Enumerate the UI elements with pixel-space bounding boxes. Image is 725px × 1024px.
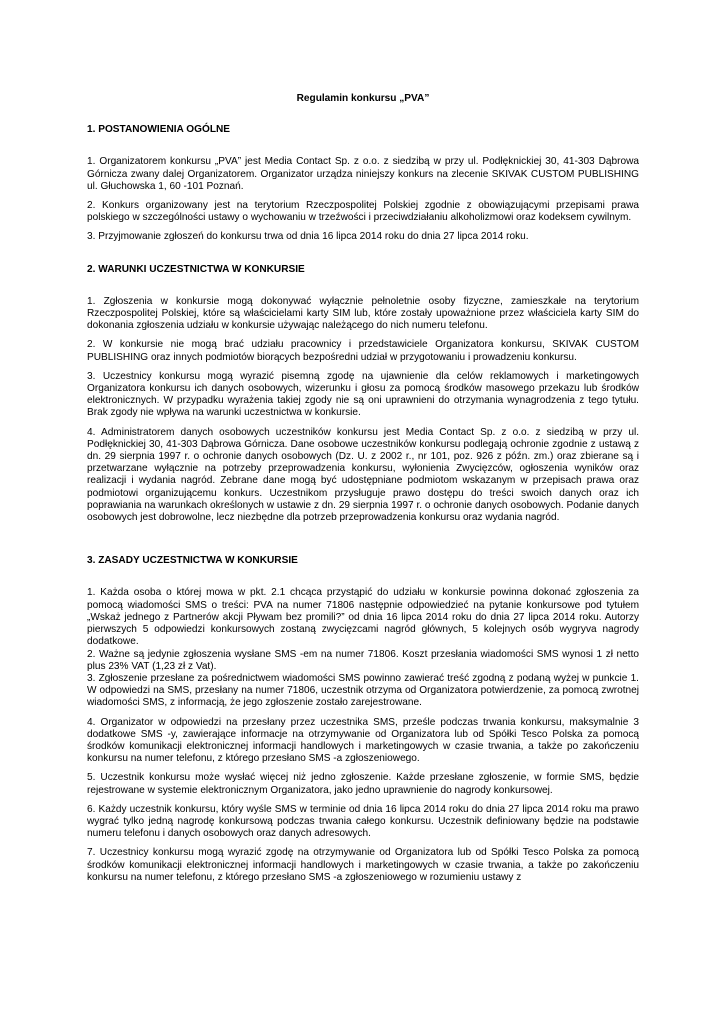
document-content [87,93,639,884]
section-heading-1: 1. POSTANOWIENIA OGÓLNE [87,124,231,136]
section-2-paragraph-1: 1. Zgłoszenia w konkursie mogą dokonywać wyłącznie pełnoletnie osoby fizyczne, zamieszkałe na terytorium Rzeczpospolitej Polskiej, które są właścicielami karty SIM lub, które zostały upoważnione przez właściciela karty SIM do dokonania zgłoszenia udziału w konkursie używając należącego do nich numeru telefonu. [87,295,639,332]
section-2-paragraph-4: 4. Administratorem danych osobowych uczestników konkursu jest Media Contact Sp. z o.o. z siedzibą w przy ul. Podłęknickiej 30, 41-303 Dąbrowa Górnicza. Dane osobowe uczestników konkursu podlegają ochronie zgodnie z ustawą z dn. 29 sierpnia 1997 r. o ochronie danych osobowych (Dz. U. z 2002 r., nr 101, poz. 926 z późn. zm.) oraz zbierane są i przetwarzane wyłącznie na potrzeby przeprowadzenia konkursu, wyłonienia Zwycięzców, ogłoszenia wyników oraz realizacji i wydania nagród. Zebrane dane mogą być udostępniane podmiotom wskazanym w przepisach prawa oraz podmiotowi organizującemu konkurs. Uczestnikom przysługuje prawo dostępu do treści swoich danych oraz ich poprawiania na warunkach określonych w ustawie z dn. 29 sierpnia 1997 r. o ochronie danych osobowych. Podanie danych osobowych jest dobrowolne, lecz niezbędne dla potrzeb przeprowadzenia konkursu oraz wydania nagród. [87,426,639,524]
section-3-paragraph-2: 2. Ważne są jedynie zgłoszenia wysłane SMS -em na numer 71806. Koszt przesłania wiadomości SMS wynosi 1 zł netto plus 23% VAT (1,23 zł z Vat). [87,648,639,672]
section-3-paragraph-4: 4. Organizator w odpowiedzi na przesłany przez uczestnika SMS, prześle podczas trwania konkursu, maksymalnie 3 dodatkowe SMS -y, zawierające informacje na otrzymywanie od Organizatora lub od Spółki Tesco Polska za pomocą środków komunikacji elektronicznej informacji handlowych i marketingowych w czasie trwania, a także po zakończeniu konkursu na numer telefonu, z którego przesłano SMS -a zgłoszeniowego. [87,716,639,765]
section-3-paragraph-3: 3. Zgłoszenie przesłane za pośrednictwem wiadomości SMS powinno zawierać treść zgodną z podaną wyżej w punkcie 1. W odpowiedzi na SMS, przesłany na numer 71806, uczestnik otrzyma od Organizatora potwierdzenie, za pomocą zwrotnej wiadomości SMS, z informacją, że jego zgłoszenie zostało zarejestrowane. [87,672,639,709]
section-1-paragraph-3: 3. Przyjmowanie zgłoszeń do konkursu trwa od dnia 16 lipca 2014 roku do dnia 27 lipca 2014 roku. [87,231,529,243]
section-3-paragraph-5: 5. Uczestnik konkursu może wysłać więcej niż jedno zgłoszenie. Każde przesłane zgłoszenie, w formie SMS, będzie rejestrowane w systemie elektronicznym Organizatora, jako jedno uprawnienie do nagrody konkursowej. [87,772,639,796]
section-heading-2: 2. WARUNKI UCZESTNICTWA W KONKURSIE [87,263,305,275]
section-3-paragraph-6: 6. Każdy uczestnik konkursu, który wyśle SMS w terminie od dnia 16 lipca 2014 roku do dnia 27 lipca 2014 roku ma prawo wygrać tylko jedną nagrodę konkursową podczas trwania całego konkursu. Uczestnik definiowany będzie na podstawie numeru telefonu i danych osobowych oraz danych adresowych. [87,803,639,840]
section-2-paragraph-3: 3. Uczestnicy konkursu mogą wyrazić pisemną zgodę na ujawnienie dla celów reklamowych i marketingowych Organizatora konkursu ich danych osobowych, wizerunku i głosu za pomocą środków masowego przekazu lub środków elektronicznych. W przypadku wyrażenia takiej zgody nie są oni uprawnieni do otrzymania wynagrodzenia z tego tytułu. Brak zgody nie wpływa na warunki uczestnictwa w konkursie. [87,370,639,419]
section-3-paragraph-1: 1. Każda osoba o której mowa w pkt. 2.1 chcąca przystąpić do udziału w konkursie powinna dokonać zgłoszenia za pomocą wiadomości SMS o treści: PVA na numer 71806 następnie odpowiedzieć na pytanie konkursowe pod tytułem „Wskaż jednego z Partnerów akcji Pływam bez promili?” od dnia 16 lipca 2014 roku do dnia 27 lipca 2014 roku. Autorzy pierwszych 5 odpowiedzi konkursowych zostaną zwycięzcami nagród głównych, 5 kolejnych osób wygryva nagrody dodatkowe. [87,587,639,648]
section-heading-3: 3. ZASADY UCZESTNICTWA W KONKURSIE [87,555,298,567]
section-2-paragraph-2: 2. W konkursie nie mogą brać udziału pracownicy i przedstawiciele Organizatora konkursu, SKIVAK CUSTOM PUBLISHING oraz innych podmiotów biorących bezpośredni udział w przygotowaniu i prowadzeniu konkursu. [87,339,639,363]
section-1-paragraph-2: 2. Konkurs organizowany jest na terytorium Rzeczpospolitej Polskiej zgodnie z obowiązującymi przepisami prawa polskiego w szczególności ustawy o wychowaniu w trzeźwości i przeciwdziałaniu alkoholizmowi oraz kodeksem cywilnym. [87,200,639,224]
document-title: Regulamin konkursu „PVA” [296,93,430,104]
section-3-paragraph-7: 7. Uczestnicy konkursu mogą wyrazić zgodę na otrzymywanie od Organizatora lub od Spółki Tesco Polska za pomocą środków komunikacji elektronicznej informacji handlowych i marketingowych w czasie trwania, a także po zakończeniu konkursu na numer telefonu, z którego przesłano SMS -a zgłoszeniowego w rozumieniu ustawy z [87,847,639,883]
section-1-paragraph-1: 1. Organizatorem konkursu „PVA” jest Media Contact Sp. z o.o. z siedzibą w przy ul. Podłęknickiej 30, 41-303 Dąbrowa Górnicza zwany dalej Organizatorem. Organizator urządza niniejszy konkurs na zlecenie SKIVAK CUSTOM PUBLISHING ul. Głuchowska 1, 60 -101 Poznań. [87,156,639,192]
